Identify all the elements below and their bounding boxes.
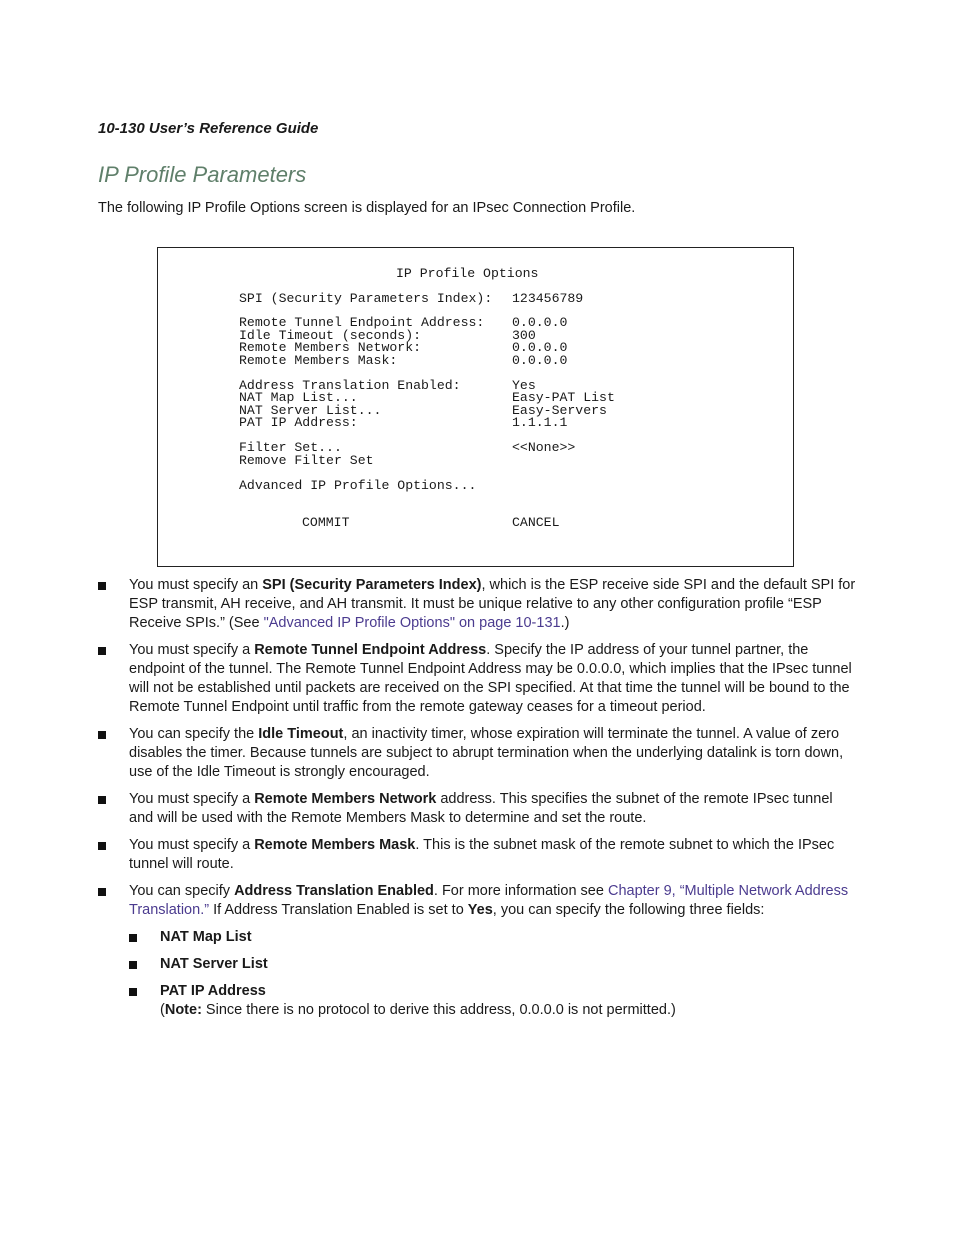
ip-profile-options-screen — [157, 247, 794, 567]
pat-ip-address-value[interactable]: 1.1.1.1 — [512, 415, 568, 430]
nat-map-list-item[interactable]: NAT Map List... — [239, 390, 358, 405]
intro-paragraph: The following IP Profile Options screen is displayed for an IPsec Connection Profile. — [98, 200, 636, 216]
sub-item-pat-ip: PAT IP Address (Note: Since there is no protocol to derive this address, 0.0.0.0 is not permitted.) — [129, 982, 858, 1020]
bullet-icon — [129, 988, 137, 996]
advanced-ip-profile-options-item[interactable]: Advanced IP Profile Options... — [239, 478, 477, 493]
bullet-icon — [98, 796, 106, 804]
list-item-translation: You can specify Address Translation Enabled. For more information see Chapter 9, “Multiple Network Address Translation.” If Address Translation Enabled is set to Yes, you can specify the following three fields: NAT Map List NAT Server List PAT IP Address (Note: Since there is no protocol to derive this address, 0.0.0.0 is not permitted.) — [98, 882, 858, 1020]
chapter-9-link[interactable]: Chapter 9, “Multiple Network Address Translation.” — [129, 883, 849, 918]
commit-button[interactable]: COMMIT — [302, 515, 350, 530]
nat-server-list-value: Easy-Servers — [512, 403, 607, 418]
cancel-button[interactable]: CANCEL — [512, 515, 560, 530]
parameter-list — [98, 576, 858, 1028]
bullet-icon — [129, 934, 137, 942]
idle-timeout-value[interactable]: 300 — [512, 328, 536, 343]
bullet-icon — [98, 731, 106, 739]
remove-filter-set-item[interactable]: Remove Filter Set — [239, 453, 374, 468]
list-item-spi: You must specify an SPI (Security Parameters Index), which is the ESP receive side SPI and the default SPI for ESP transmit, AH receive, and AH transmit. It must be unique relative to any other configuration profile “ESP Receive SPIs.” (See "Advanced IP Profile Options" on page 10-131.) — [98, 576, 858, 633]
bullet-icon — [98, 582, 106, 590]
filter-set-item[interactable]: Filter Set... — [239, 440, 342, 455]
filter-set-value: <<None>> — [512, 440, 576, 455]
advanced-options-link[interactable]: "Advanced IP Profile Options" on page 10-131 — [263, 615, 561, 631]
address-translation-label: Address Translation Enabled: — [239, 378, 461, 393]
list-item-idle-timeout: You can specify the Idle Timeout, an inactivity timer, whose expiration will terminate the tunnel. A value of zero disables the timer. Because tunnels are subject to abrupt termination when the underlying datalink is torn down, use of the Idle Timeout is strongly encouraged. — [98, 725, 858, 782]
list-item-network: You must specify a Remote Members Network address. This specifies the subnet of the remote IPsec tunnel and will be used with the Remote Members Mask to determine and set the route. — [98, 790, 858, 828]
bullet-icon — [98, 842, 106, 850]
remote-members-network-value[interactable]: 0.0.0.0 — [512, 340, 568, 355]
section-title: IP Profile Parameters — [98, 162, 307, 187]
remote-members-mask-value[interactable]: 0.0.0.0 — [512, 353, 568, 368]
nat-map-list-value: Easy-PAT List — [512, 390, 615, 405]
bullet-icon — [98, 888, 106, 896]
bullet-icon — [98, 647, 106, 655]
spi-label: SPI (Security Parameters Index): — [239, 291, 493, 306]
sub-item-nat-map: NAT Map List — [129, 928, 858, 947]
remote-tunnel-endpoint-label: Remote Tunnel Endpoint Address: — [239, 315, 485, 330]
list-item-endpoint: You must specify a Remote Tunnel Endpoint Address. Specify the IP address of your tunnel partner, the endpoint of the tunnel. The Remote Tunnel Endpoint Address may be 0.0.0.0, which implies that the IPsec tunnel will not be established until packets are received on the SPI specified. At that time the tunnel will be bound to the Remote Tunnel Endpoint until traffic from the remote gateway ceases for a timeout period. — [98, 641, 858, 717]
sub-list — [129, 928, 858, 1020]
idle-timeout-label: Idle Timeout (seconds): — [239, 328, 422, 343]
list-item-mask: You must specify a Remote Members Mask. This is the subnet mask of the remote subnet to which the IPsec tunnel will route. — [98, 836, 858, 874]
pat-ip-address-label: PAT IP Address: — [239, 415, 358, 430]
remote-members-mask-label: Remote Members Mask: — [239, 353, 398, 368]
screen-title: IP Profile Options — [396, 266, 539, 281]
remote-tunnel-endpoint-value[interactable]: 0.0.0.0 — [512, 315, 568, 330]
spi-value[interactable]: 123456789 — [512, 291, 584, 306]
running-head: 10-130 User’s Reference Guide — [98, 120, 319, 137]
nat-server-list-item[interactable]: NAT Server List... — [239, 403, 382, 418]
sub-item-nat-server: NAT Server List — [129, 955, 858, 974]
remote-members-network-label: Remote Members Network: — [239, 340, 422, 355]
address-translation-value[interactable]: Yes — [512, 378, 536, 393]
bullet-icon — [129, 961, 137, 969]
